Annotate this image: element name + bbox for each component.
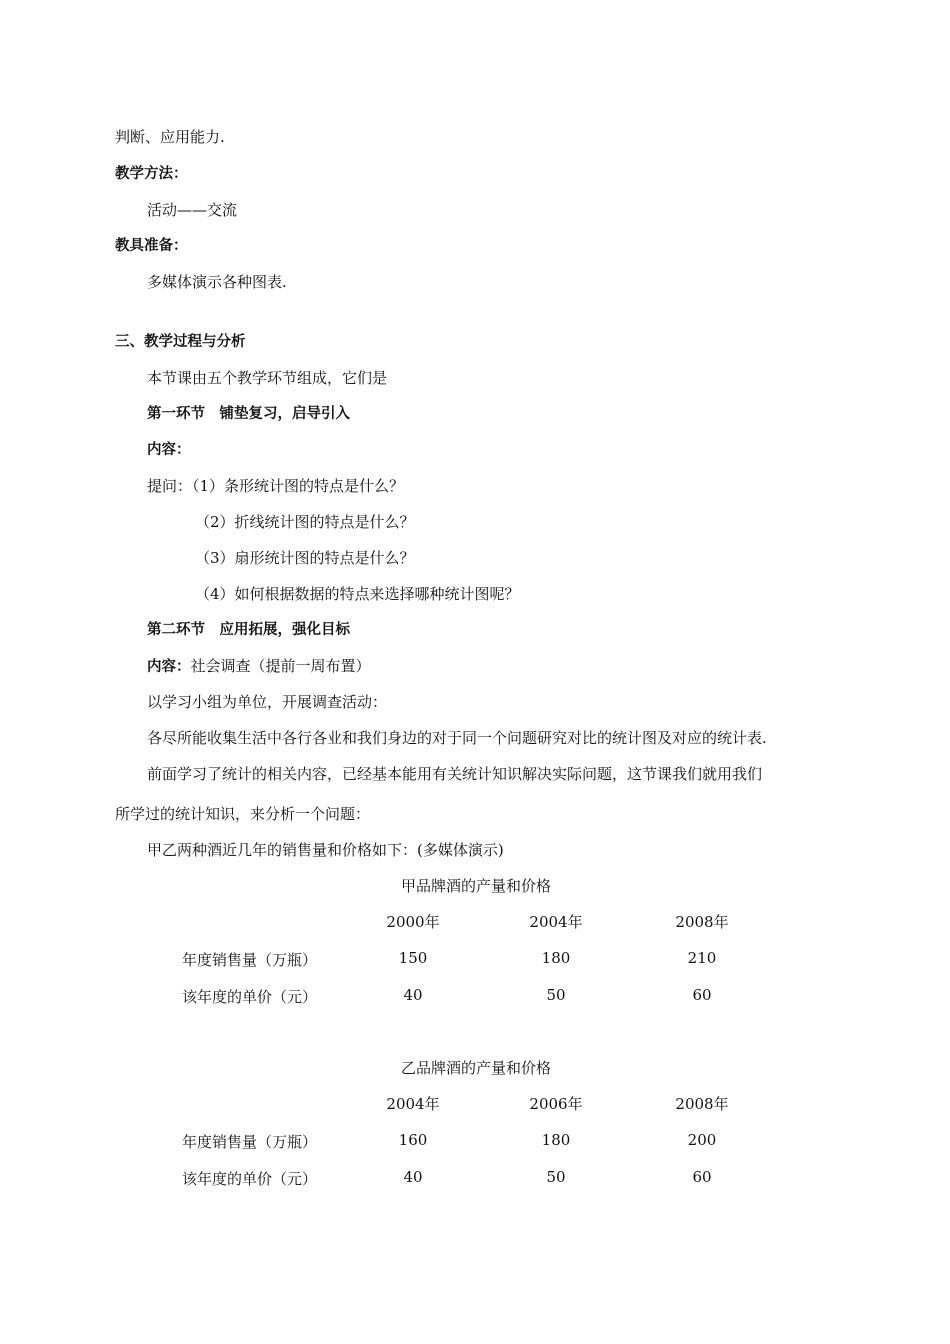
table-cell: 150 [398,949,428,967]
text-line: 前面学习了统计的相关内容，已经基本能用有关统计知识解决实际问题，这节课我们就用我们 [147,765,763,783]
column-header: 2000年 [386,913,440,931]
stage-one-heading: 第一环节 铺垫复习，启导引入 [147,406,350,422]
table-cell: 180 [541,1131,571,1149]
column-header: 2004年 [529,913,583,931]
text-line: 所学过的统计知识，来分析一个问题： [115,805,371,823]
content-line [147,656,371,677]
content-label: 内容： [147,442,191,458]
row-label: 该年度的单价（元） [182,1170,318,1188]
text-line: 活动——交流 [147,201,238,219]
table-cell: 200 [687,1131,717,1149]
question-line: （2）折线统计图的特点是什么？ [195,513,415,531]
text-line: 以学习小组为单位，开展调查活动： [147,693,388,711]
column-header: 2008年 [675,1095,729,1113]
row-label: 该年度的单价（元） [182,988,318,1006]
row-label: 年度销售量（万瓶） [182,951,318,969]
column-header: 2004年 [386,1095,440,1113]
text-line: 判断、应用能力. [115,128,225,146]
stage-two-heading: 第二环节 应用拓展，强化目标 [147,622,350,638]
row-label: 年度销售量（万瓶） [182,1133,318,1151]
table-caption: 乙品牌酒的产量和价格 [400,1059,551,1077]
content-text: 社会调查（提前一周布置） [190,657,371,675]
table-cell: 60 [692,1168,712,1186]
table-cell: 160 [398,1131,428,1149]
text-line: 各尽所能收集生活中各行各业和我们身边的对于同一个问题研究对比的统计图及对应的统计表. [147,729,767,747]
column-header: 2008年 [675,913,729,931]
table-cell: 60 [692,986,712,1004]
section-heading-process: 三、教学过程与分析 [115,334,246,350]
text-line: 甲乙两种酒近几年的销售量和价格如下：(多媒体演示) [147,841,504,859]
section-heading-tools: 教具准备： [115,238,188,254]
table-cell: 50 [546,986,566,1004]
table-cell: 50 [546,1168,566,1186]
text-line: 多媒体演示各种图表. [147,273,287,291]
table-cell: 40 [403,986,423,1004]
table-caption: 甲品牌酒的产量和价格 [400,877,551,895]
section-heading-methods: 教学方法： [115,166,188,182]
text-line: 本节课由五个教学环节组成，它们是 [147,369,388,387]
content-label: 内容： [147,659,191,675]
column-header: 2006年 [529,1095,583,1113]
table-cell: 40 [403,1168,423,1186]
table-cell: 180 [541,949,571,967]
question-line: 提问：（1）条形统计图的特点是什么？ [147,477,405,495]
table-cell: 210 [687,949,717,967]
question-line: （4）如何根据数据的特点来选择哪种统计图呢？ [195,585,520,603]
question-line: （3）扇形统计图的特点是什么？ [195,549,415,567]
